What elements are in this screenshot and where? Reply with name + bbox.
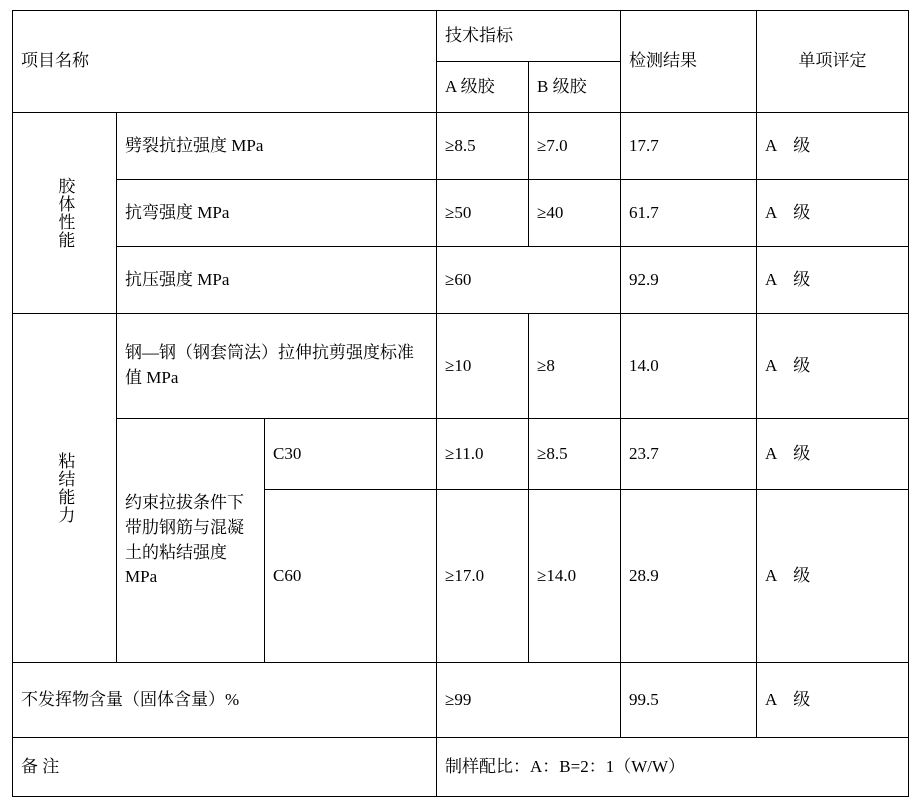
volatile-evaluation	[757, 663, 909, 738]
row-0-grade-a: ≥8.5	[437, 113, 529, 180]
row-5-evaluation-grade: A	[765, 565, 778, 585]
row-0-item: 劈裂抗拉强度 MPa	[117, 113, 437, 180]
row-1-grade-a: ≥50	[437, 180, 529, 247]
row-2-evaluation-level: 级	[793, 269, 811, 289]
row-3-grade-b: ≥8	[529, 314, 621, 419]
table-header-row-1	[13, 11, 909, 62]
volatile-evaluation-grade: A	[765, 689, 778, 709]
row-5-result: 28.9	[621, 490, 757, 663]
row-4-evaluation	[757, 419, 909, 490]
row-5-sub: C60	[265, 490, 437, 663]
table-row-volatile	[13, 663, 909, 738]
row-5-evaluation	[757, 490, 909, 663]
row-3-item: 钢—钢（钢套筒法）拉伸抗剪强度标准值 MPa	[117, 314, 437, 419]
row-4-grade-b: ≥8.5	[529, 419, 621, 490]
row-5-grade-b: ≥14.0	[529, 490, 621, 663]
header-item-name: 项目名称	[13, 11, 437, 113]
row-4-evaluation-level: 级	[793, 443, 811, 463]
row-3-grade-a: ≥10	[437, 314, 529, 419]
row-0-result: 17.7	[621, 113, 757, 180]
table-row	[13, 314, 909, 419]
row-5-grade-a: ≥17.0	[437, 490, 529, 663]
row-1-evaluation-level: 级	[793, 202, 811, 222]
row-4-result: 23.7	[621, 419, 757, 490]
row-2-evaluation-grade: A	[765, 269, 778, 289]
row-0-evaluation	[757, 113, 909, 180]
header-test-result: 检测结果	[621, 11, 757, 113]
header-grade-a: A 级胶	[437, 62, 529, 113]
row-4-grade-a: ≥11.0	[437, 419, 529, 490]
note-label: 备 注	[13, 738, 437, 797]
group-adhesive-body-label: 胶体性能	[55, 177, 75, 249]
group-adhesive-body	[13, 113, 117, 314]
note-content: 制样配比：A：B=2：1（W/W）	[437, 738, 909, 797]
row-4-evaluation-grade: A	[765, 443, 778, 463]
table-row	[13, 419, 909, 490]
volatile-result: 99.5	[621, 663, 757, 738]
row-2-grade-a: ≥60	[437, 247, 621, 314]
row-4-sub: C30	[265, 419, 437, 490]
row-2-result: 92.9	[621, 247, 757, 314]
volatile-evaluation-level: 级	[793, 689, 811, 709]
header-single-evaluation: 单项评定	[757, 11, 909, 113]
row-3-evaluation	[757, 314, 909, 419]
row-3-evaluation-level: 级	[793, 355, 811, 375]
table-row	[13, 247, 909, 314]
table-row-note	[13, 738, 909, 797]
table-row	[13, 180, 909, 247]
row-2-evaluation	[757, 247, 909, 314]
row-5-evaluation-level: 级	[793, 565, 811, 585]
row-2-item: 抗压强度 MPa	[117, 247, 437, 314]
specification-table	[12, 10, 909, 797]
row-0-grade-b: ≥7.0	[529, 113, 621, 180]
row-0-evaluation-grade: A	[765, 135, 778, 155]
row-1-result: 61.7	[621, 180, 757, 247]
row-3-evaluation-grade: A	[765, 355, 778, 375]
row-1-evaluation-grade: A	[765, 202, 778, 222]
volatile-grade-a: ≥99	[437, 663, 621, 738]
row-1-grade-b: ≥40	[529, 180, 621, 247]
group-bonding-capacity	[13, 314, 117, 663]
row-0-evaluation-level: 级	[793, 135, 811, 155]
group-bonding-capacity-label: 粘结能力	[55, 452, 75, 524]
row-1-item: 抗弯强度 MPa	[117, 180, 437, 247]
row-1-evaluation	[757, 180, 909, 247]
row-4-item: 约束拉拔条件下带肋钢筋与混凝土的粘结强度 MPa	[117, 419, 265, 663]
table-row	[13, 113, 909, 180]
volatile-item: 不发挥物含量（固体含量）%	[13, 663, 437, 738]
row-3-result: 14.0	[621, 314, 757, 419]
header-tech-index: 技术指标	[437, 11, 621, 62]
header-grade-b: B 级胶	[529, 62, 621, 113]
